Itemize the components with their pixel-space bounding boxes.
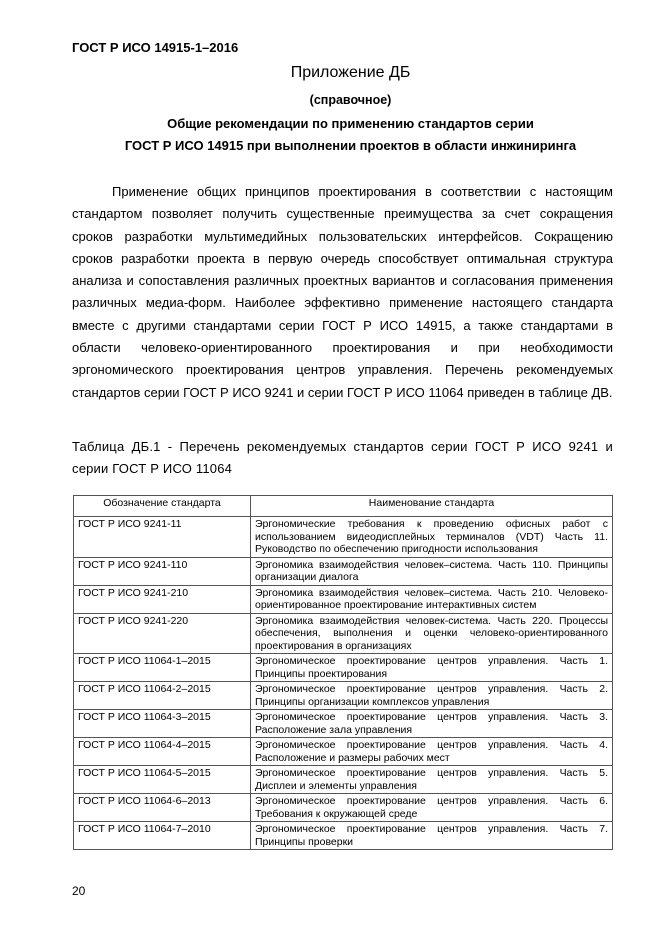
standard-name: Эргономика взаимодействия человек-система. Часть 220. Процессы обеспечения, выполнения и оценки человеко-ориентированного проектирования в организациях — [251, 613, 613, 654]
heading-line-2: ГОСТ Р ИСО 14915 при выполнении проектов в области инжиниринга — [124, 138, 577, 153]
table-row — [74, 738, 613, 766]
standard-name: Эргономическое проектирование центров управления. Часть 5. Дисплеи и элементы управления — [251, 766, 613, 794]
standard-designation: ГОСТ Р ИСО 11064-4–2015 — [74, 738, 251, 766]
standard-name: Эргономическое проектирование центров управления. Часть 7. Принципы проверки — [251, 822, 613, 850]
table-row — [74, 613, 613, 654]
standard-name: Эргономика взаимодействия человек–система. Часть 210. Человеко-ориентированное проектирование интерактивных систем — [251, 585, 613, 613]
table-row — [74, 710, 613, 738]
table-row — [74, 822, 613, 850]
standard-designation: ГОСТ Р ИСО 9241-210 — [74, 585, 251, 613]
table-row — [74, 794, 613, 822]
standard-designation: ГОСТ Р ИСО 9241-110 — [74, 557, 251, 585]
body-paragraph: Применение общих принципов проектирования в соответствии с настоящим стандартом позволяет получить существенные преимущества за счет сокращения сроков разработки мультимедийных пользовательских интерфейсов. Сокращению сроков разработки проекта в первую очередь способствует оптимальная структура анализа и сопоставления различных проектных вариантов и согласования применения различных медиа-форм. Наиболее эффективно применение настоящего стандарта вместе с другими стандартами серии ГОСТ Р ИСО 14915, а также стандартами в области человеко-ориентированного проектирования и при необходимости эргономического проектирования центров управления. Перечень рекомендуемых стандартов серии ГОСТ Р ИСО 9241 и серии ГОСТ Р ИСО 11064 приведен в таблице ДВ. — [72, 184, 613, 400]
table-row — [74, 517, 613, 558]
heading-line-1: Общие рекомендации по применению стандартов серии — [167, 116, 534, 131]
standard-designation: ГОСТ Р ИСО 11064-7–2010 — [74, 822, 251, 850]
standard-name: Эргономическое проектирование центров управления. Часть 6. Требования к окружающей среде — [251, 794, 613, 822]
standard-designation: ГОСТ Р ИСО 11064-3–2015 — [74, 710, 251, 738]
standard-designation: ГОСТ Р ИСО 11064-1–2015 — [74, 654, 251, 682]
standard-name: Эргономическое проектирование центров управления. Часть 1. Принципы проектирования — [251, 654, 613, 682]
standard-name: Эргономические требования к проведению офисных работ с использованием видеодисплейных терминалов (VDT) Часть 11. Руководство по обеспечению пригодности использования — [251, 517, 613, 558]
table-row — [74, 654, 613, 682]
table-header-row — [74, 496, 613, 517]
standard-designation: ГОСТ Р ИСО 9241-220 — [74, 613, 251, 654]
column-header: Обозначение стандарта — [74, 496, 251, 517]
standard-designation: ГОСТ Р ИСО 9241-11 — [74, 517, 251, 558]
standard-designation: ГОСТ Р ИСО 11064-5–2015 — [74, 766, 251, 794]
table-row — [74, 585, 613, 613]
standard-name: Эргономическое проектирование центров управления. Часть 2. Принципы организации комплексов управления — [251, 682, 613, 710]
standard-name: Эргономическое проектирование центров управления. Часть 3. Расположение зала управления — [251, 710, 613, 738]
standard-designation: ГОСТ Р ИСО 11064-2–2015 — [74, 682, 251, 710]
standard-name: Эргономическое проектирование центров управления. Часть 4. Расположение и размеры рабочих мест — [251, 738, 613, 766]
appendix-title: Приложение ДБ — [290, 64, 411, 81]
page-number: 20 — [72, 884, 86, 898]
column-header: Наименование стандарта — [251, 496, 613, 517]
table-row — [74, 557, 613, 585]
table-row — [74, 682, 613, 710]
standards-table — [73, 495, 613, 850]
table-caption: Таблица ДБ.1 - Перечень рекомендуемых стандартов серии ГОСТ Р ИСО 9241 и серии ГОСТ Р ИСО 11064 — [72, 439, 613, 477]
document-header: ГОСТ Р ИСО 14915-1–2016 — [72, 40, 239, 55]
table-row — [74, 766, 613, 794]
standard-designation: ГОСТ Р ИСО 11064-6–2013 — [74, 794, 251, 822]
appendix-type: (справочное) — [309, 93, 392, 107]
standard-name: Эргономика взаимодействия человек–система. Часть 110. Принципы организации диалога — [251, 557, 613, 585]
